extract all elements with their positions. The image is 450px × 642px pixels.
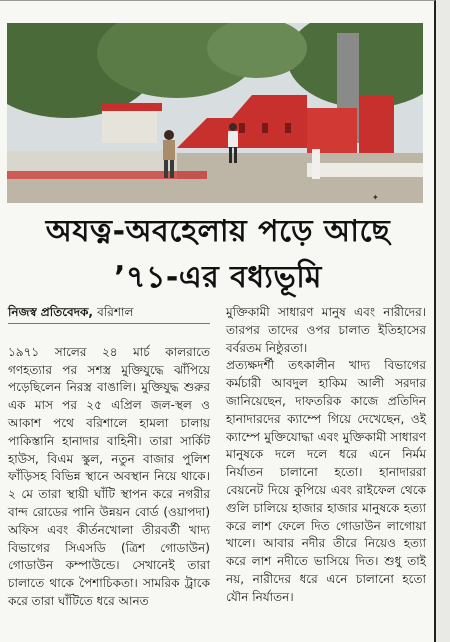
article-paragraph: প্রত্যক্ষদর্শী তৎকালীন খাদ্য বিভাগের কর্মচারী আবদুল হাকিম আলী সরদার জানিয়েছেন, দাফতরিক কাজে প্রতিদিন হানাদারদের ক্যাম্পে গিয়ে দেখেছেন, ওই ক্যাম্পে মুক্তিযোদ্ধা এবং মুক্তিকামী সাধারণ মানুষকে দলে দলে ধরে এনে নির্মম নির্যাতন চালানো হতো। হানাদাররা বেয়নেট দিয়ে কুপিয়ে এবং রাইফেল থেকে গুলি চালিয়ে হাজার হাজার মানুষকে হত্যা করে লাশ ফেলে দিত গোডাউন লাগোয়া খালে। আবার নদীর তীরে নিয়েও হত্যা করে লাশ নদীতে ভাসিয়ে দিত। শুধু তাই নয়, নারীদের ধরে এনে চালানো হতো যৌন নির্যাতন।	[226, 358, 426, 604]
memorial-photo	[7, 23, 423, 203]
article-paragraph: ১৯৭১ সালের ২৪ মার্চ কালরাতে গণহত্যার পর সশস্ত্র মুক্তিযুদ্ধে ঝাঁপিয়ে পড়েছিলেন নিরস্ত্র বাঙালি। মুক্তিযুদ্ধ শুরুর এক মাস পর ২৫ এপ্রিল জল-স্থল ও আকাশ পথে বরিশালে হামলা চালায় পাকিস্তানি হানাদার বাহিনী। তারা সার্কিট হাউস, বিএম স্কুল, নতুন বাজার পুলিশ ফাঁড়িসহ বিভিন্ন স্থানে অবস্থান নিয়ে থাকে। ২ মে তারা স্থায়ী ঘাঁটি স্থাপন করে নগরীর বান্দ রোডের পানি উন্নয়ন বোর্ড (ওয়াপদা) অফিস এবং কীর্তনখোলা তীরবর্তী খাদ্য বিভাগের সিএসডি (ত্রিশ গোডাউন) গোডাউন কম্পাউন্ডে। সেখানেই তারা চালাতে থাকে পৈশাচিকতা। সামরিক ট্রাকে করে তারা ঘাঁটিতে ধরে আনত	[8, 344, 210, 608]
byline-separator: ,	[88, 305, 98, 319]
byline-divider	[8, 323, 210, 324]
article-paragraph: মুক্তিকামী সাধারণ মানুষ এবং নারীদের। তারপর তাদের ওপর চালাত ইতিহাসের বর্বরতম নিষ্ঠুরতা।	[226, 305, 426, 355]
headline-line-1: অযত্ন-অবহেলায় পড়ে আছে	[45, 214, 391, 249]
byline-place: বরিশাল	[97, 305, 134, 319]
headline-line-2: ’৭১-এর বধ্যভূমি	[114, 260, 322, 295]
article-column-left	[8, 304, 210, 611]
article-column-right	[226, 304, 426, 607]
photo-credit-mark: ✦	[372, 193, 379, 202]
memorial-photo-illustration	[7, 23, 423, 203]
byline-author: নিজস্ব প্রতিবেদক	[8, 305, 89, 319]
byline	[8, 304, 210, 322]
